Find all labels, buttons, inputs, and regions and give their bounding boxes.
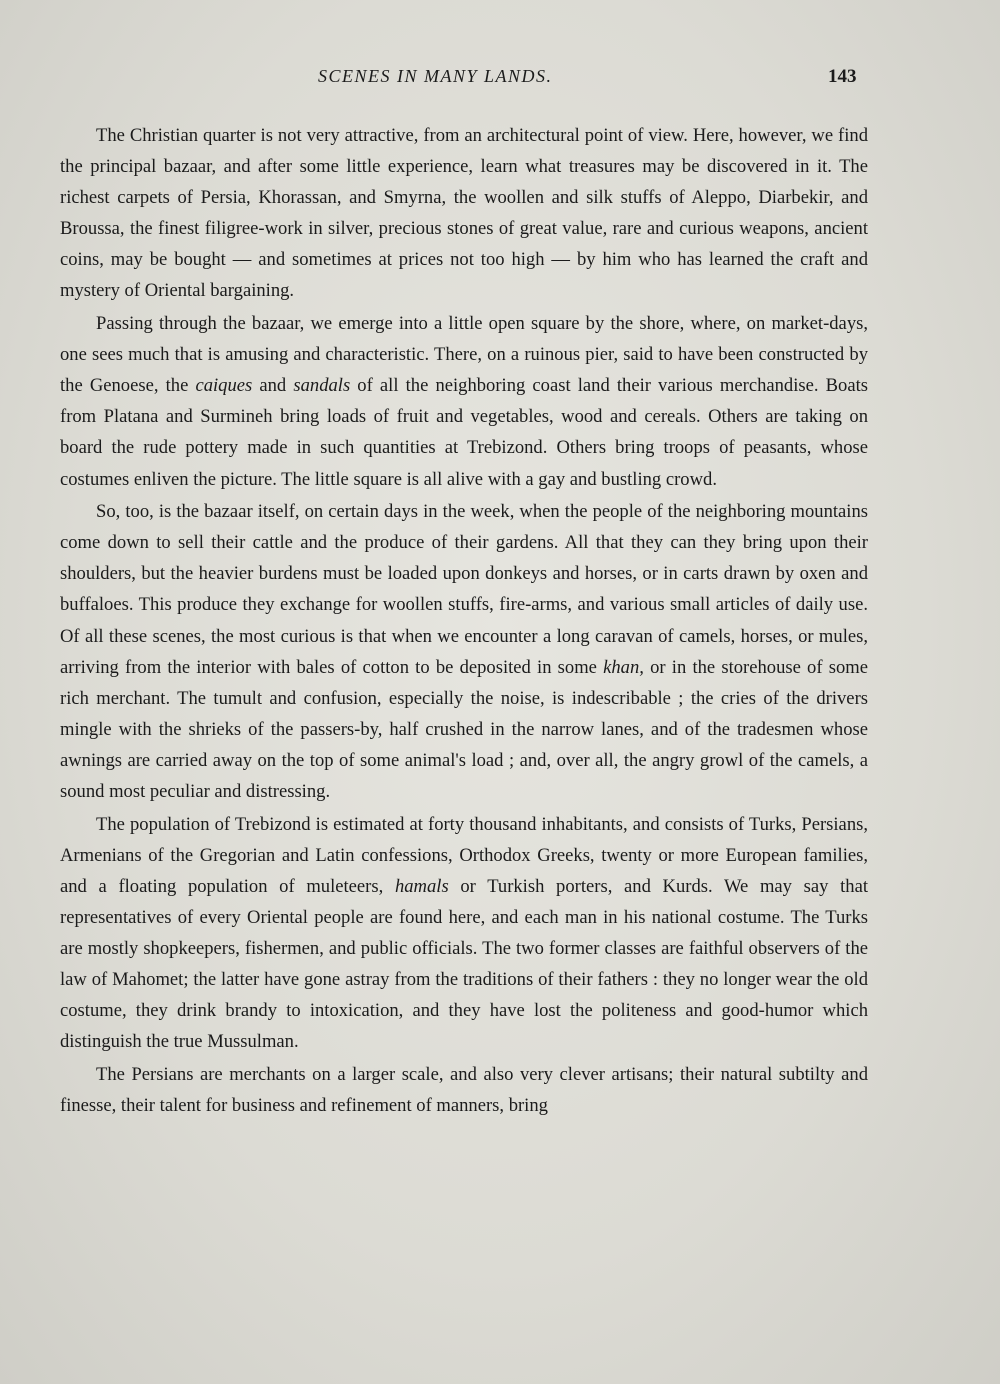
paragraph-2 xyxy=(60,308,868,495)
page-number: 143 xyxy=(828,66,857,87)
italic-term: khan, xyxy=(603,656,644,678)
paragraph-text: and xyxy=(252,375,294,397)
paragraph-text: or Turkish porters, and Kurds. We may say that representatives of every Oriental people are found here, and each man in his national costume. The Turks are mostly shopkeepers, fishermen, and public officials. The two former classes are faithful observers of the law of Mahomet; the latter have gone astray from the traditions of their fathers : they no longer wear the old costume, they drink brandy to intoxication, and they have lost the politeness and good-humor which distinguish the true Mussulman. xyxy=(60,875,868,1053)
italic-term: caiques xyxy=(195,375,253,397)
paragraph-text: Passing through the bazaar, we emerge into a little open square by the shore, where, on market-days, one sees much that is amusing and characteristic. There, on a ruinous pier, said to have been constructed by the Genoese, the xyxy=(60,313,868,397)
running-head xyxy=(0,66,1000,94)
italic-term: sandals xyxy=(293,375,351,397)
paragraph-4 xyxy=(60,809,868,1058)
body-text xyxy=(60,120,868,1123)
paragraph-text: The Persians are merchants on a larger scale, and also very clever artisans; their natural subtilty and finesse, their talent for business and refinement of manners, bring xyxy=(60,1063,868,1116)
paragraph-text: The Christian quarter is not very attractive, from an architectural point of view. Here, however, we find the principal bazaar, and after some little experience, learn what treasures may be discovered in it. The richest carpets of Persia, Khorassan, and Smyrna, the woollen and silk stuffs of Aleppo, Diarbekir, and Broussa, the finest filigree-work in silver, precious stones of great value, rare and curious weapons, ancient coins, may be bought — and sometimes at prices not too high — by him who has learned the craft and mystery of Oriental bargaining. xyxy=(60,125,868,302)
italic-term: hamals xyxy=(394,875,449,897)
paragraph-text: or in the storehouse of some rich merchant. The tumult and confusion, especially the noise, is indescribable ; the cries of the drivers mingle with the shrieks of the passers-by, half crushed in the narrow lanes, and of the tradesmen whose awnings are carried away on the top of some animal's load ; and, over all, the angry growl of the camels, a sound most peculiar and distressing. xyxy=(60,656,868,802)
paragraph-text: So, too, is the bazaar itself, on certain days in the week, when the people of the neighboring mountains come down to sell their cattle and the produce of their gardens. All that they can they bring upon their shoulders, but the heavier burdens must be loaded upon donkeys and horses, or in carts drawn by oxen and buffaloes. This produce they exchange for woollen stuffs, fire-arms, and various small articles of daily use. Of all these scenes, the most curious is that when we encounter a long caravan of camels, horses, or mules, arriving from the interior with bales of cotton to be deposited in some xyxy=(60,501,868,678)
paragraph-3 xyxy=(60,496,868,807)
paragraph-text: of all the neighboring coast land their various merchandise. Boats from Platana and Surmineh bring loads of fruit and vegetables, wood and cereals. Others are taking on board the rude pottery made in such quantities at Trebizond. Others bring troops of peasants, whose costumes enliven the picture. The little square is all alive with a gay and bustling crowd. xyxy=(60,375,868,490)
paragraph-1 xyxy=(60,120,868,307)
paragraph-5 xyxy=(60,1059,868,1121)
running-title: SCENES IN MANY LANDS. xyxy=(318,66,553,86)
paragraph-text: The population of Trebizond is estimated at forty thousand inhabitants, and consists of Turks, Persians, Armenians of the Gregorian and Latin confessions, Orthodox Greeks, twenty or more European families, and a floating population of muleteers, xyxy=(60,813,868,897)
